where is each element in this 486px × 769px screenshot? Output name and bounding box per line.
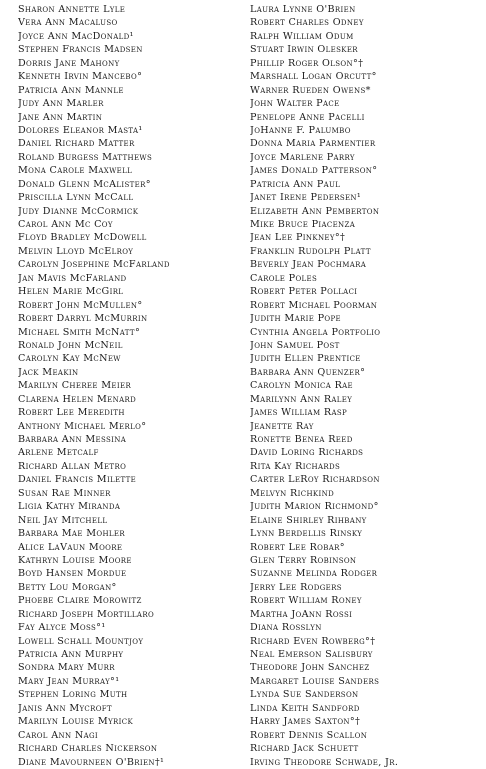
name-entry: Robert Darryl McMurrin <box>18 313 148 325</box>
name-entry: Mary Jean Murray°¹ <box>18 675 120 687</box>
name-entry: Judith Marie Pope <box>250 313 341 325</box>
name-entry: Patricia Ann Mannle <box>18 84 124 96</box>
name-entry: Michael Smith McNatt° <box>18 326 141 338</box>
name-entry: Betty Lou Morgan° <box>18 581 117 593</box>
name-entry: Judith Marion Richmond° <box>250 501 379 513</box>
name-entry: Priscilla Lynn McCall <box>18 192 134 204</box>
name-list-left-column <box>18 3 246 769</box>
name-entry: Helen Marie McGirl <box>18 286 124 298</box>
name-entry: Marshall Logan Orcutt° <box>250 71 377 83</box>
name-entry: Susan Rae Minner <box>18 487 111 499</box>
name-entry: Rita Kay Richards <box>250 460 341 472</box>
name-entry: Theodore John Sanchez <box>250 662 370 674</box>
name-entry: Stuart Irwin Olesker <box>250 44 358 56</box>
name-entry: Robert William Roney <box>250 595 362 607</box>
name-entry: Neal Emerson Salisbury <box>250 649 373 660</box>
name-entry: Suzanne Melinda Rodger <box>250 568 378 580</box>
name-entry: John Walter Pace <box>250 98 340 110</box>
name-entry: Diana Rosslyn <box>250 622 322 634</box>
name-entry: James William Rasp <box>250 407 348 419</box>
name-entry: Mike Bruce Piacenza <box>250 219 356 230</box>
name-entry: Ronette Benea Reed <box>250 434 353 445</box>
name-entry: Dorris Jane Mahony <box>18 57 120 69</box>
name-entry: Marilyn Louise Myrick <box>18 716 134 728</box>
name-entry: Sharon Annette Lyle <box>18 4 126 15</box>
name-entry: Janis Ann Mycroft <box>18 702 113 714</box>
name-entry: Robert Michael Poorman <box>250 299 378 311</box>
name-entry: Jean Lee Pinkney°† <box>250 232 346 244</box>
name-entry: Irving Theodore Schwade, Jr. <box>250 756 399 768</box>
name-entry: Jeanette Ray <box>250 420 314 432</box>
name-entry: Jack Meakin <box>18 366 79 378</box>
name-entry: Floyd Bradley McDowell <box>18 232 147 244</box>
name-entry: Carolyn Kay McNew <box>18 353 121 365</box>
name-entry: Arlene Metcalf <box>18 447 99 459</box>
name-entry: Carolyn Monica Rae <box>250 380 354 392</box>
name-entry: Margaret Louise Sanders <box>250 675 380 687</box>
name-entry: Carol Ann Nagi <box>18 729 99 741</box>
name-entry: Diane Mavourneen O'Brien†¹ <box>18 756 165 768</box>
name-entry: Elaine Shirley Rihbany <box>250 514 367 526</box>
name-entry: Robert Lee Meredith <box>18 407 125 419</box>
name-entry: Patricia Ann Paul <box>250 178 341 190</box>
name-entry: Barbara Ann Quenzer° <box>250 366 366 378</box>
name-entry: Beverly Jean Pochmara <box>250 259 367 271</box>
name-entry: Richard Joseph Mortillaro <box>18 608 155 620</box>
name-entry: Richard Jack Schuett <box>250 743 359 755</box>
name-entry: Robert John McMullen° <box>18 299 143 311</box>
name-entry: Robert Peter Pollaci <box>250 286 358 298</box>
name-entry: Daniel Francis Milette <box>18 474 137 486</box>
name-entry: JoHanne F. Palumbo <box>250 124 351 136</box>
name-entry: John Samuel Post <box>250 339 340 351</box>
name-entry: Donna Maria Parmentier <box>250 138 376 150</box>
name-entry: Fay Alyce Moss°¹ <box>18 622 106 634</box>
name-entry: Clarena Helen Menard <box>18 393 137 405</box>
name-entry: Jerry Lee Rodgers <box>250 581 342 593</box>
name-entry: Donald Glenn McAlister° <box>18 178 151 190</box>
name-entry: Judy Dianne McCormick <box>18 205 139 217</box>
name-entry: Anthony Michael Merlo° <box>18 420 147 432</box>
name-entry: Carolyn Josephine McFarland <box>18 259 170 271</box>
name-entry: Melvin Lloyd McElroy <box>18 245 134 257</box>
name-entry: Richard Charles Nickerson <box>18 743 158 755</box>
name-entry: Robert Dennis Scallon <box>250 729 368 741</box>
name-entry: Neil Jay Mitchell <box>18 514 108 526</box>
name-entry: Richard Even Rowberg°† <box>250 635 376 647</box>
name-entry: Dolores Eleanor Masta¹ <box>18 124 143 136</box>
name-entry: Elizabeth Ann Pemberton <box>250 205 380 217</box>
name-entry: Stephen Francis Madsen <box>18 44 143 56</box>
name-entry: Stephen Loring Muth <box>18 689 128 701</box>
name-entry: Ralph William Odum <box>250 30 354 42</box>
name-entry: Melvyn Richkind <box>250 487 335 499</box>
name-entry: Phoebe Claire Morowitz <box>18 595 142 607</box>
name-entry: Joyce Ann MacDonald¹ <box>18 30 134 42</box>
name-entry: Barbara Mae Mohler <box>18 528 125 540</box>
name-list-right-column <box>250 3 484 769</box>
name-entry: Marilynn Ann Raley <box>250 393 353 405</box>
name-entry: Glen Terry Robinson <box>250 554 357 566</box>
name-entry: Carter LeRoy Richardson <box>250 474 380 486</box>
name-entry: Daniel Richard Matter <box>18 138 135 150</box>
name-entry: Ligia Kathy Miranda <box>18 501 121 513</box>
name-entry: Carol Ann Mc Coy <box>18 219 113 230</box>
name-entry: Sondra Mary Murr <box>18 662 115 674</box>
name-entry: Martha JoAnn Rossi <box>250 608 353 620</box>
name-entry: Warner Rueden Owens* <box>250 84 371 96</box>
name-entry: Barbara Ann Messina <box>18 434 127 445</box>
name-entry: Lynda Sue Sanderson <box>250 689 359 701</box>
name-entry: Lowell Schall Mountjoy <box>18 635 144 647</box>
name-entry: Vera Ann Macaluso <box>18 17 118 29</box>
name-entry: Richard Allan Metro <box>18 460 127 472</box>
name-entry: Roland Burgess Matthews <box>18 151 153 163</box>
name-entry: Robert Lee Robar° <box>250 541 345 553</box>
name-entry: Kathryn Louise Moore <box>18 554 132 566</box>
name-entry: Linda Keith Sandford <box>250 702 360 714</box>
name-entry: Marilyn Cheree Meier <box>18 380 132 392</box>
name-entry: Lynn Berdellis Rinsky <box>250 528 363 540</box>
name-entry: Harry James Saxton°† <box>250 716 361 728</box>
name-entry: Carole Poles <box>250 272 318 284</box>
name-entry: Franklin Rudolph Platt <box>250 245 371 257</box>
name-entry: Cynthia Angela Portfolio <box>250 326 381 338</box>
name-entry: Phillip Roger Olson°† <box>250 57 364 69</box>
name-entry: Mona Carole Maxwell <box>18 165 133 177</box>
name-entry: Robert Charles Odney <box>250 17 364 29</box>
name-entry: Jan Mavis McFarland <box>18 272 127 284</box>
name-entry: Jane Ann Martin <box>18 111 103 123</box>
name-entry: Joyce Marlene Parry <box>250 151 355 163</box>
name-entry: David Loring Richards <box>250 447 364 459</box>
name-entry: James Donald Patterson° <box>250 165 378 177</box>
name-entry: Ronald John McNeil <box>18 339 123 351</box>
name-entry: Penelope Anne Pacelli <box>250 111 365 123</box>
name-entry: Patricia Ann Murphy <box>18 649 124 660</box>
name-entry: Alice LaVaun Moore <box>18 541 123 553</box>
name-entry: Judy Ann Marler <box>18 98 104 110</box>
name-entry: Janet Irene Pedersen¹ <box>250 192 362 204</box>
name-entry: Kenneth Irvin Mancebo° <box>18 71 143 83</box>
name-entry: Boyd Hansen Mordue <box>18 568 127 580</box>
name-entry: Laura Lynne O'Brien <box>250 4 356 15</box>
name-entry: Judith Ellen Prentice <box>250 353 361 365</box>
